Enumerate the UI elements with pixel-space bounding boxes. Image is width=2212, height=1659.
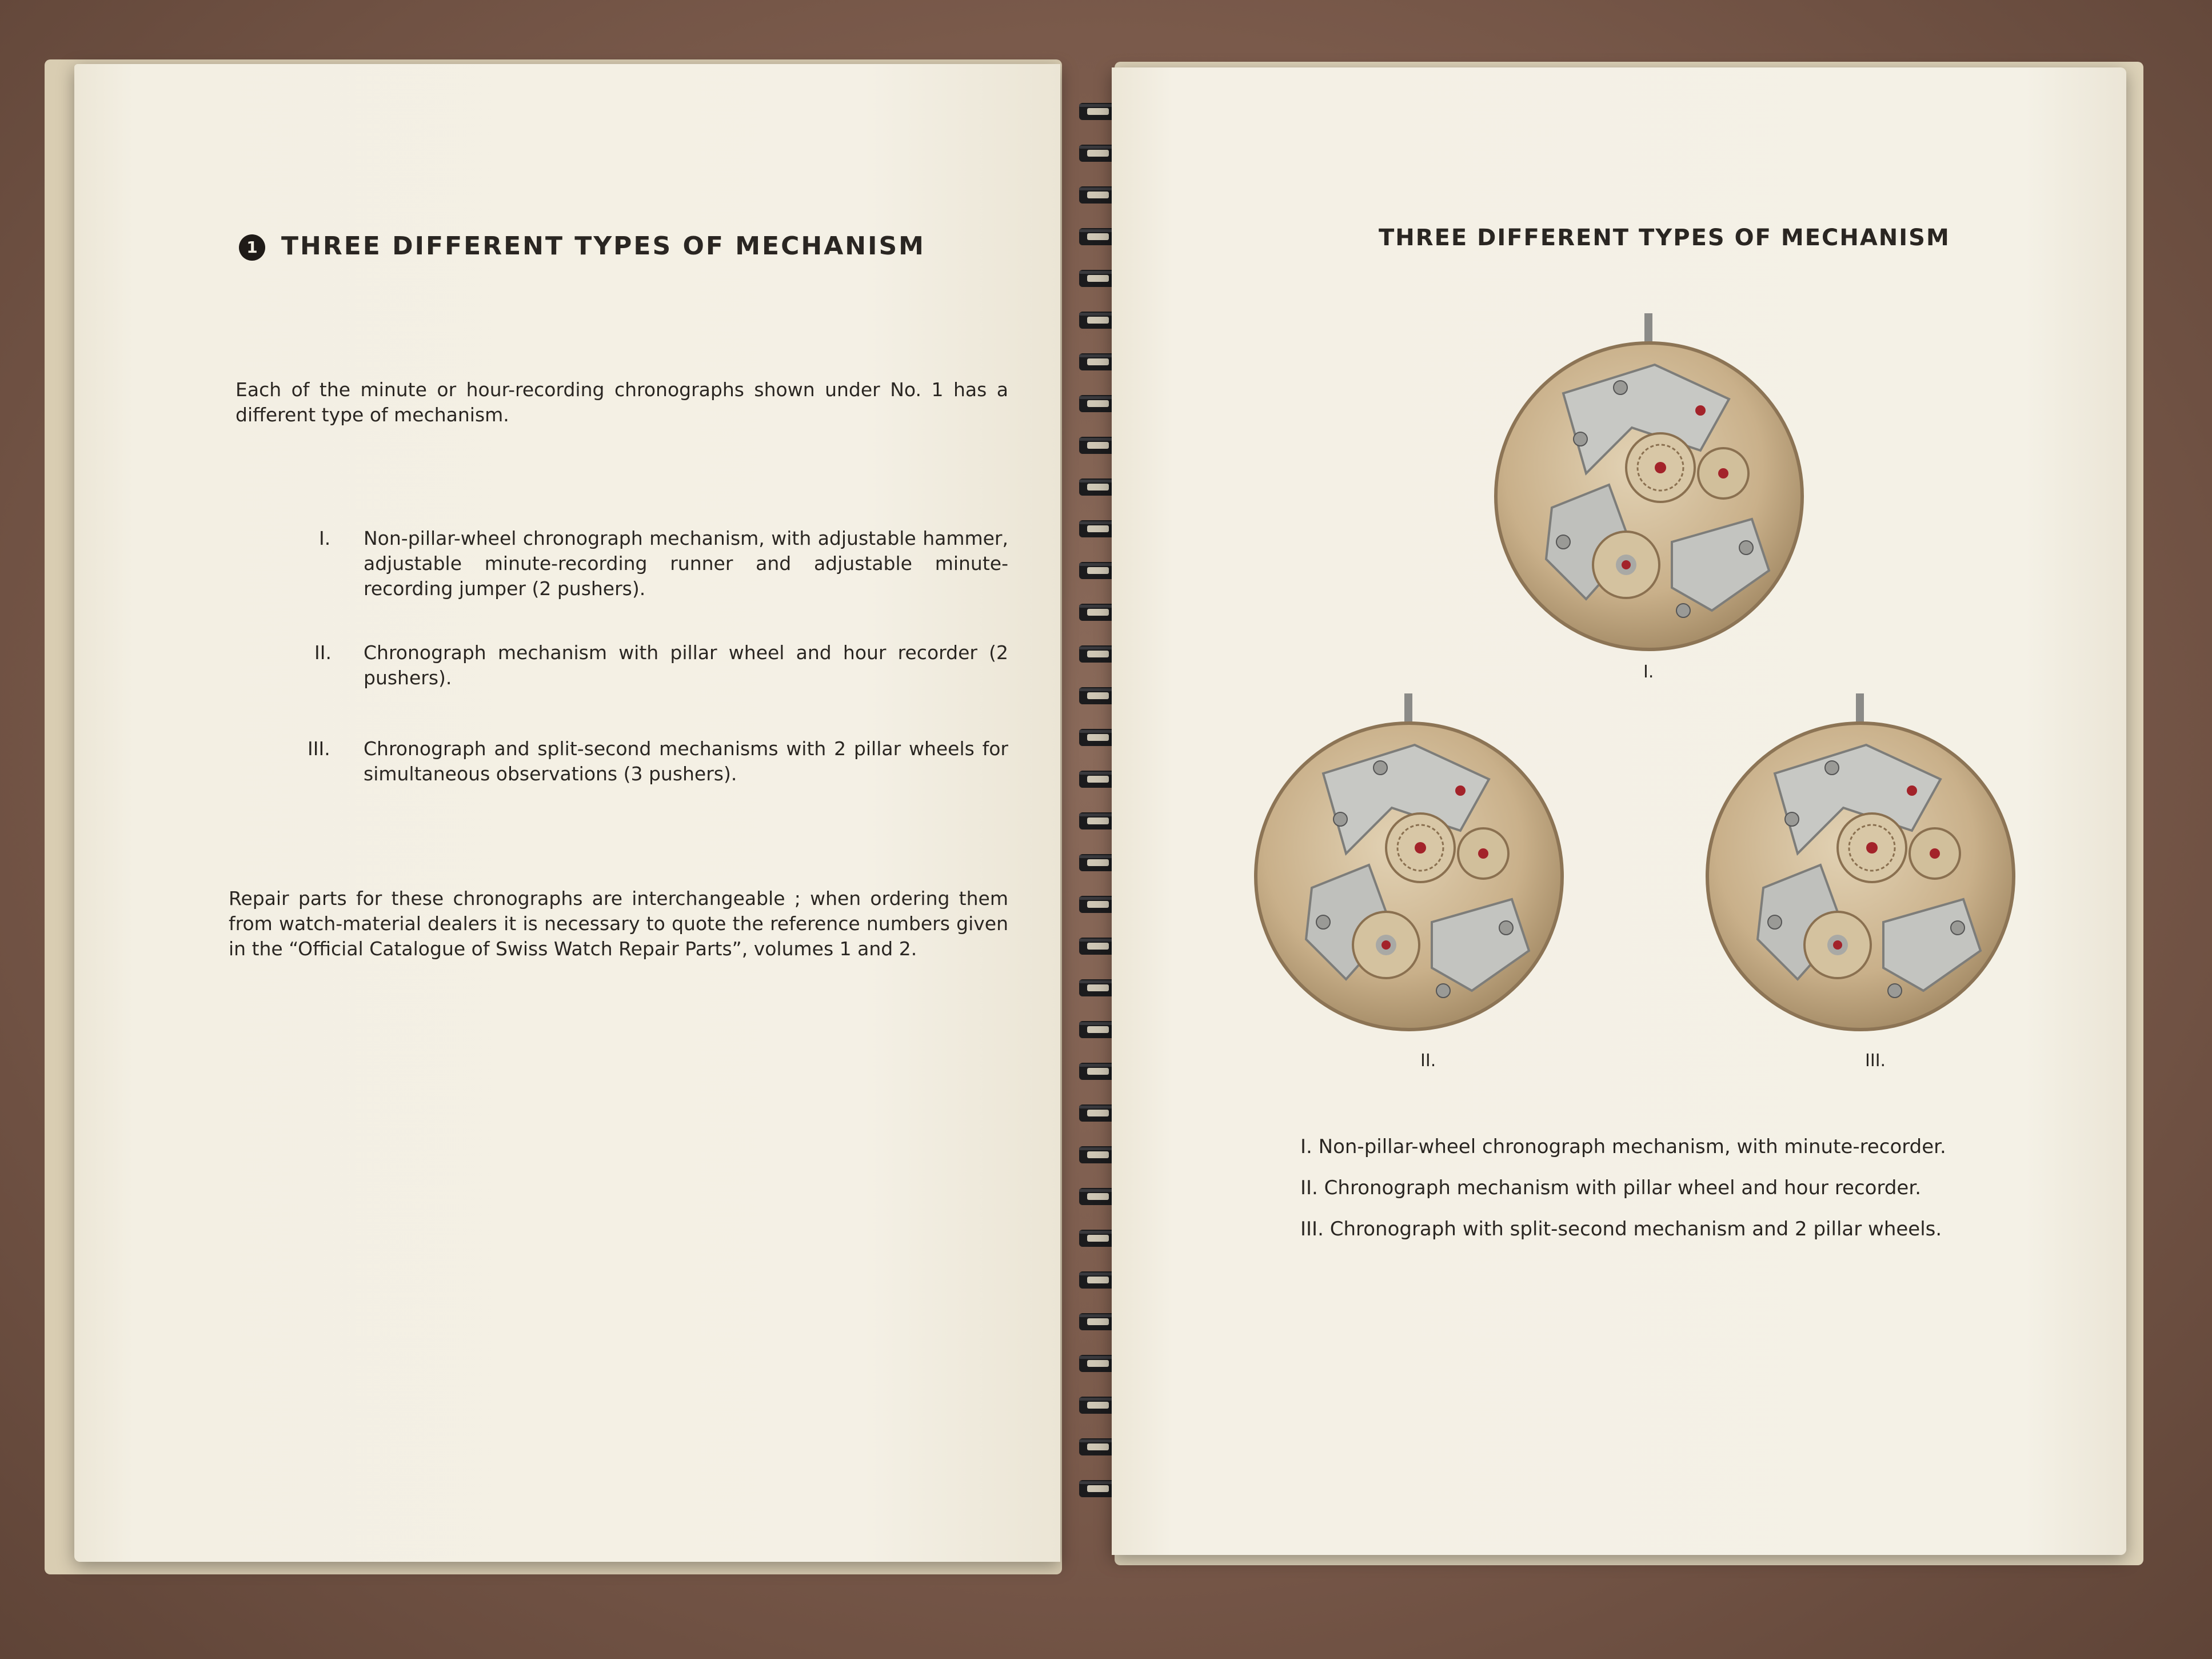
binding-coil	[1079, 437, 1116, 454]
binding-coil	[1079, 1063, 1116, 1080]
binding-coil	[1079, 478, 1116, 496]
binding-coil	[1079, 353, 1116, 370]
binding-coil	[1079, 270, 1116, 287]
list-item-text: Non-pillar-wheel chronograph mechanism, with adjustable hammer, adjustable minute-recording runner and adjustable minute-recording jumper (2 pushers).	[364, 527, 1008, 600]
binding-coil	[1079, 312, 1116, 329]
binding-coil	[1079, 854, 1116, 871]
binding-coil	[1079, 520, 1116, 537]
binding-coil	[1079, 1355, 1116, 1372]
movement-illustration-3	[1695, 682, 2026, 1048]
binding-coil	[1079, 145, 1116, 162]
binding-coil	[1079, 1480, 1116, 1497]
binding-coil	[1079, 645, 1116, 663]
binding-coil	[1079, 228, 1116, 245]
list-item-numeral: I.	[319, 527, 331, 549]
binding-coil	[1079, 1313, 1116, 1330]
left-page-heading: THREE DIFFERENT TYPES OF MECHANISM	[281, 232, 925, 261]
caption-item: II. Chronograph mechanism with pillar wheel and hour recorder.	[1300, 1177, 1922, 1199]
binding-coil	[1079, 604, 1116, 621]
binding-coil	[1079, 979, 1116, 996]
binding-coil	[1079, 1230, 1116, 1247]
binding-coil	[1079, 1021, 1116, 1038]
movement-illustration-2	[1243, 682, 1575, 1048]
binding-coil	[1079, 812, 1116, 830]
right-page	[1112, 67, 2126, 1555]
movement-label: I.	[1643, 662, 1654, 682]
list-item-text: Chronograph and split-second mechanisms with 2 pillar wheels for simultaneous observations (3 pushers).	[364, 737, 1008, 785]
binding-coil	[1079, 1104, 1116, 1122]
caption-list	[1300, 1126, 1946, 1250]
movement-illustration-1	[1483, 302, 1815, 668]
binding-coil	[1079, 1188, 1116, 1205]
movement-label: II.	[1420, 1051, 1436, 1071]
binding-coil	[1079, 1438, 1116, 1455]
binding-coil	[1079, 938, 1116, 955]
intro-paragraph: Each of the minute or hour-recording chronographs shown under No. 1 has a different type of mechanism.	[235, 378, 1008, 426]
binding-coil	[1079, 1146, 1116, 1163]
binding-coil	[1079, 186, 1116, 204]
movement-label: III.	[1865, 1051, 1886, 1071]
binding-coil	[1079, 103, 1116, 120]
section-number-badge: 1	[239, 234, 265, 261]
binding-coil	[1079, 395, 1116, 412]
binding-coil	[1079, 1271, 1116, 1289]
caption-item: I. Non-pillar-wheel chronograph mechanism, with minute-recorder.	[1300, 1135, 1946, 1158]
repair-parts-paragraph: Repair parts for these chronographs are interchangeable ; when ordering them from watch-material dealers it is necessary to quote the reference numbers given in the “Official Catalogue of Swiss Watch Repair Parts”, volumes 1 and 2.	[229, 887, 1008, 960]
binding-coil	[1079, 896, 1116, 913]
list-item-numeral: III.	[308, 737, 330, 760]
list-item-text: Chronograph mechanism with pillar wheel and hour recorder (2 pushers).	[364, 641, 1008, 689]
caption-item: III. Chronograph with split-second mechanism and 2 pillar wheels.	[1300, 1218, 1942, 1241]
left-page	[74, 64, 1060, 1562]
list-item-numeral: II.	[314, 641, 332, 664]
binding-coil	[1079, 729, 1116, 746]
right-page-heading: THREE DIFFERENT TYPES OF MECHANISM	[1379, 225, 1950, 251]
binding-coil	[1079, 562, 1116, 579]
binding-coil	[1079, 1397, 1116, 1414]
binding-coil	[1079, 771, 1116, 788]
binding-coil	[1079, 687, 1116, 704]
